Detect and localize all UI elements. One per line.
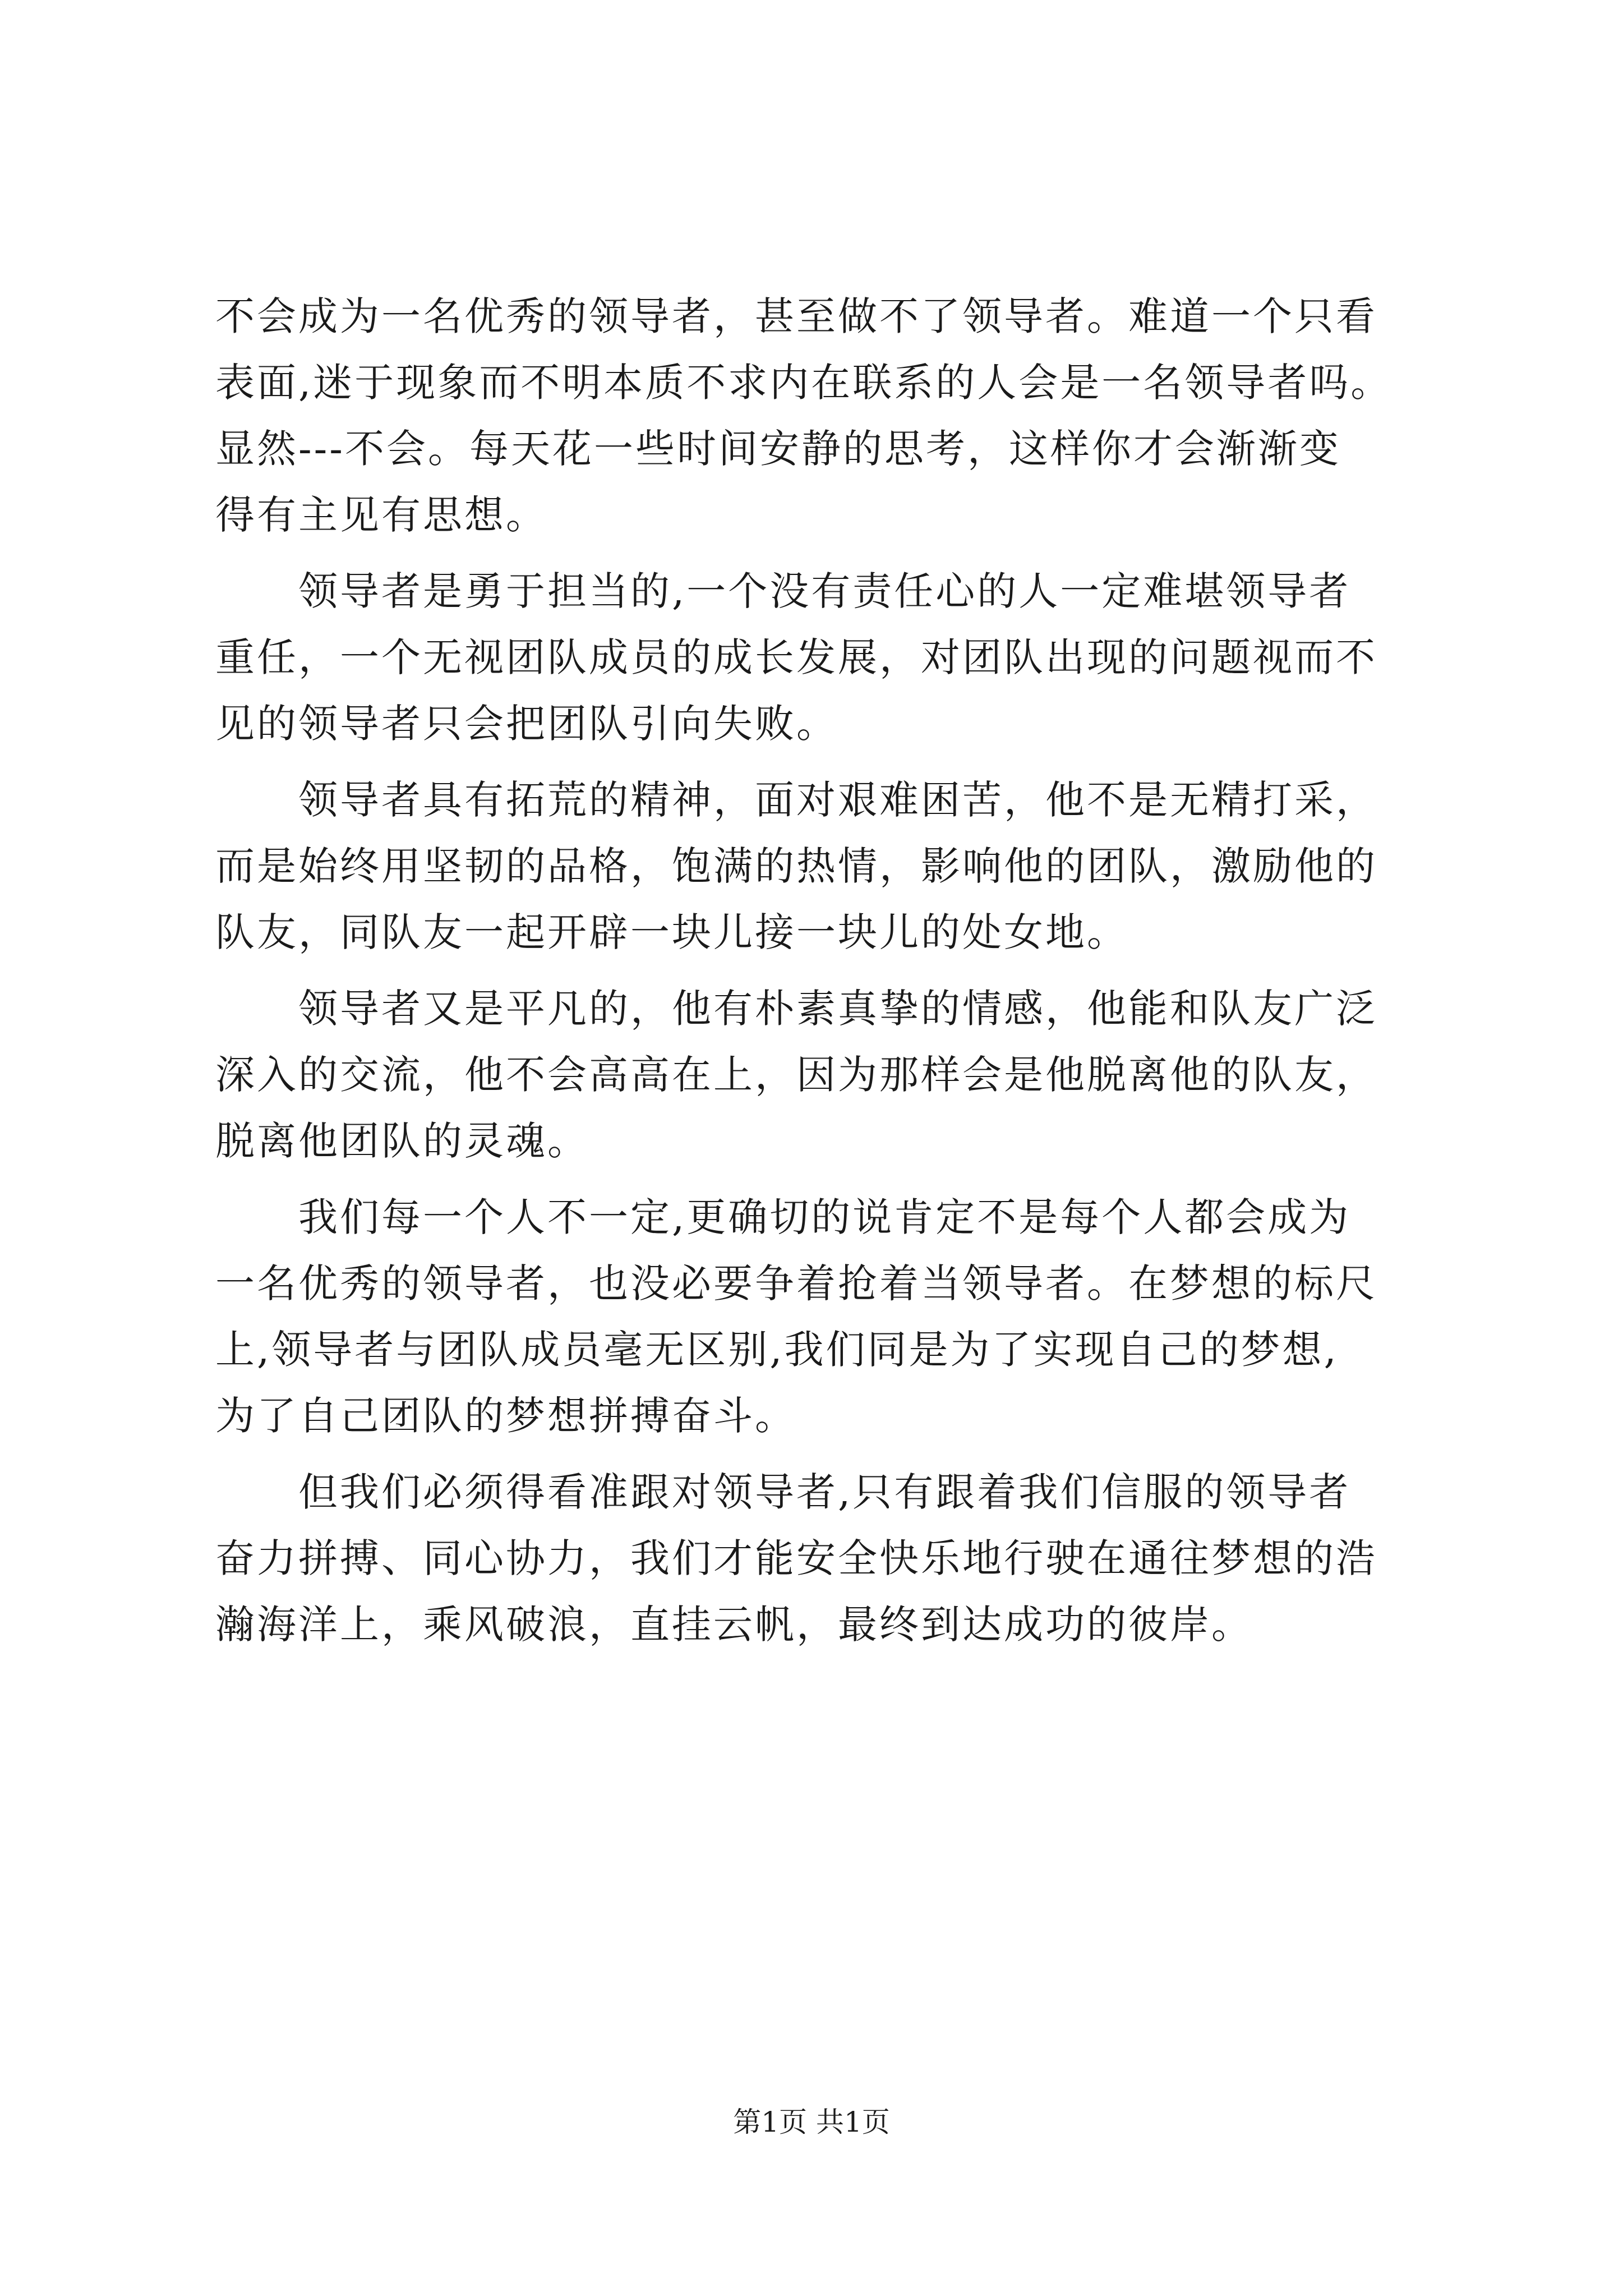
text-line: 表面,迷于现象而不明本质不求内在联系的人会是一名领导者吗。 bbox=[215, 360, 1393, 406]
paragraph-spacer bbox=[215, 548, 1413, 558]
page-footer bbox=[0, 2102, 1623, 2142]
paragraph-spacer bbox=[215, 1449, 1413, 1459]
paragraph bbox=[215, 558, 1413, 757]
text-line: 脱离他团队的灵魂。 bbox=[215, 1118, 589, 1164]
text-line: 得有主见有思想。 bbox=[215, 492, 547, 538]
text-line: 一名优秀的领导者，也没必要争着抢着当领导者。在梦想的标尺 bbox=[215, 1260, 1377, 1306]
text-line: 不会成为一名优秀的领导者，甚至做不了领导者。难道一个只看 bbox=[215, 293, 1377, 339]
text-line: 重任，一个无视团队成员的成长发展，对团队出现的问题视而不 bbox=[215, 634, 1377, 680]
paragraph bbox=[215, 976, 1413, 1174]
page-number: 第1页 共1页 bbox=[733, 2106, 890, 2138]
text-line: 我们每一个人不一定,更确切的说肯定不是每个人都会成为 bbox=[298, 1194, 1351, 1240]
paragraph bbox=[215, 1459, 1413, 1658]
text-line: 瀚海洋上，乘风破浪，直挂云帆，最终到达成功的彼岸。 bbox=[215, 1602, 1253, 1648]
document-body bbox=[215, 283, 1413, 1658]
text-line: 但我们必须得看准跟对领导者,只有跟着我们信服的领导者 bbox=[298, 1469, 1351, 1515]
paragraph bbox=[215, 767, 1413, 965]
paragraph-spacer bbox=[215, 1174, 1413, 1184]
paragraph bbox=[215, 1184, 1413, 1449]
paragraph-spacer bbox=[215, 965, 1413, 976]
text-line: 上,领导者与团队成员毫无区别,我们同是为了实现自己的梦想, bbox=[215, 1327, 1339, 1373]
paragraph-spacer bbox=[215, 757, 1413, 767]
paragraph bbox=[215, 283, 1413, 548]
text-line: 领导者又是平凡的，他有朴素真挚的情感，他能和队友广泛 bbox=[298, 986, 1377, 1032]
text-line: 显然---不会。每天花一些时间安静的思考，这样你才会渐渐变 bbox=[215, 426, 1341, 472]
text-line: 奋力拼搏、同心协力，我们才能安全快乐地行驶在通往梦想的浩 bbox=[215, 1535, 1377, 1581]
text-line: 为了自己团队的梦想拼搏奋斗。 bbox=[215, 1393, 796, 1439]
text-line: 见的领导者只会把团队引向失败。 bbox=[215, 701, 838, 747]
text-line: 队友，同队友一起开辟一块儿接一块儿的处女地。 bbox=[215, 909, 1128, 955]
text-line: 深入的交流，他不会高高在上，因为那样会是他脱离他的队友， bbox=[215, 1052, 1377, 1098]
text-line: 领导者具有拓荒的精神，面对艰难困苦，他不是无精打采， bbox=[298, 777, 1377, 823]
text-line: 领导者是勇于担当的,一个没有责任心的人一定难堪领导者 bbox=[298, 568, 1351, 614]
text-line: 而是始终用坚韧的品格，饱满的热情，影响他的团队，激励他的 bbox=[215, 843, 1377, 889]
